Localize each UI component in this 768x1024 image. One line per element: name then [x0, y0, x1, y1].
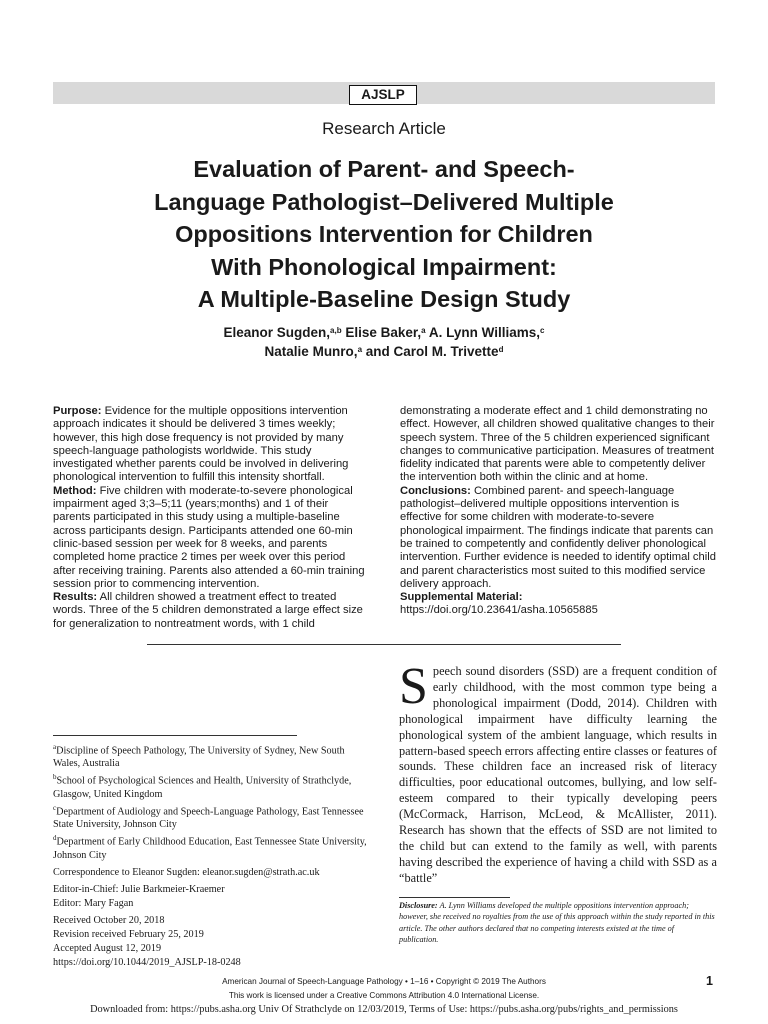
- title-line: Language Pathologist–Delivered Multiple: [154, 188, 614, 215]
- disclosure-note: [399, 900, 715, 946]
- affiliation-item: $^c$Department of Audiology and Speech-Language Pathology, East Tennessee State University, Johnson City: [53, 803, 364, 831]
- abstract-column-left: [53, 405, 367, 631]
- body-paragraph: [399, 658, 717, 887]
- abstract-column-right: [400, 405, 720, 618]
- author-affiliation-mark: a,b: [330, 326, 342, 335]
- affiliations-block: [53, 741, 373, 970]
- abstract-divider: [147, 644, 621, 645]
- author-affiliation-mark: a: [421, 326, 426, 335]
- editor-in-chief: Editor-in-Chief: Julie Barkmeier-Kraemer: [53, 883, 225, 895]
- received-date: Received October 20, 2018: [53, 914, 165, 926]
- title-line: Oppositions Intervention for Children: [175, 221, 593, 247]
- body-text: peech sound disorders (SSD) are a frequent condition of early childhood, with the most common type being a phonological impairment (Dodd, 2014). Children with phonological impairment have difficulty learning the phonological system of the ambient language, which results in pattern-based speech errors affecting entire classes or features of sounds. These children face an increased risk of literacy difficulties, poor educational outcomes, bullying, and low self-esteem compared to their typically developing peers (McCormack, Harrison, McLeod, & McAllister, 2011). Research has shown that the effects of SSD are not limited to the child but can extend to the family as well, with parents having described the experience of having a child with SSD as a “battle”: [399, 664, 717, 885]
- author-list: [84, 323, 684, 361]
- results-text-continued: demonstrating a moderate effect and 1 child demonstrating no effect. However, all children showed qualitative changes to their speech system. Three of the 5 children experienced significant changes to communicative participation. Measures of treatment fidelity indicated that parents were able to competently deliver the intervention both within the clinic and at home.: [400, 405, 715, 484]
- drop-cap: S: [399, 658, 428, 715]
- author-affiliation-mark: a: [357, 345, 363, 354]
- doi-link[interactable]: https://doi.org/10.1044/2019_AJSLP-18-0248: [53, 956, 241, 968]
- author-name: Natalie Munro,: [264, 344, 358, 359]
- footer-journal-line: American Journal of Speech-Language Pathology • 1–16 • Copyright © 2019 The Authors: [222, 977, 546, 986]
- title-line: With Phonological Impairment:: [211, 253, 557, 280]
- disclosure-heading: Disclosure:: [399, 901, 438, 910]
- affiliation-item: $^d$Department of Early Childhood Education, East Tennessee State University, Johnson City: [53, 834, 367, 861]
- disclosure-rule: [399, 897, 510, 898]
- conclusions-heading: Conclusions:: [400, 484, 471, 497]
- affiliation-item: $^a$Discipline of Speech Pathology, The University of Sydney, New South Wales, Australia: [53, 743, 345, 770]
- results-heading: Results:: [53, 591, 98, 604]
- correspondence: Correspondence to Eleanor Sugden: eleanor.sugden@strath.ac.uk: [53, 866, 320, 878]
- method-text: Five children with moderate-to-severe phonological impairment aged 3;3–5;11 (years;months) and 1 of their parents participated in this study using a multiple-baseline across participants design. Participants attended one 60-min clinic-based session per week for 8 weeks, and parents completed home practice 2 times per week over this period after receiving training. Parents also attended a 60-min training session prior to commencing intervention.: [53, 484, 365, 590]
- article-title: [84, 153, 684, 316]
- revised-date: Revision received February 25, 2019: [53, 928, 204, 940]
- page-number: 1: [706, 974, 713, 988]
- purpose-text: Evidence for the multiple oppositions intervention approach indicates it should be delivered 3 times weekly; however, this high dose frequency is not provided by many speech-language pathologists worldwide. This study investigated whether parents could be involved in delivering phonological intervention to fulfill this intensity shortfall.: [53, 405, 349, 484]
- author-affiliation-mark: c: [540, 326, 545, 335]
- author-name: Elise Baker,: [345, 325, 422, 340]
- results-text: All children showed a treatment effect to treated words. Three of the 5 children demonstrated a large effect size for generalization to nontreatment words, with 1 child: [53, 591, 363, 630]
- article-type: Research Article: [322, 119, 446, 138]
- accepted-date: Accepted August 12, 2019: [53, 942, 162, 954]
- author-name: A. Lynn Williams,: [428, 325, 541, 340]
- supplemental-heading: Supplemental Material:: [400, 591, 523, 604]
- author-affiliation-mark: d: [498, 345, 504, 354]
- editor: Editor: Mary Fagan: [53, 897, 134, 909]
- conclusions-text: Combined parent- and speech-language pathologist–delivered multiple oppositions intervention is effective for some children with moderate-to-severe phonological impairment. The findings indicate that parents can be trained to competently and confidently deliver phonological intervention. Further evidence is needed to identify optimal child and parent characteristics most suited to this modified service delivery approach.: [400, 484, 716, 590]
- author-name: and Carol M. Trivette: [365, 344, 499, 359]
- supplemental-link[interactable]: https://doi.org/10.23641/asha.10565885: [400, 604, 598, 617]
- affiliation-item: $^b$School of Psychological Sciences and Health, University of Strathclyde, Glasgow, United Kingdom: [53, 773, 352, 800]
- title-line: A Multiple-Baseline Design Study: [197, 286, 571, 312]
- author-name: Eleanor Sugden,: [223, 325, 331, 340]
- footer-license-line: This work is licensed under a Creative Commons Attribution 4.0 International License.: [228, 991, 540, 1000]
- method-heading: Method:: [53, 484, 97, 497]
- disclosure-text: A. Lynn Williams developed the multiple oppositions intervention approach; however, she received no royalties from the use of this approach within the study reported in this article. The other authors declared that no competing interests existed at the time of publication.: [399, 901, 715, 945]
- footer-download-line: Downloaded from: https://pubs.asha.org Univ Of Strathclyde on 12/03/2019, Terms of Use: https://pubs.asha.org/pubs/rights_and_permissions: [90, 1004, 678, 1015]
- journal-abbreviation: AJSLP: [349, 85, 417, 105]
- purpose-heading: Purpose:: [53, 405, 102, 417]
- title-line: Evaluation of Parent- and Speech-: [193, 156, 575, 182]
- affiliations-rule: [53, 735, 297, 736]
